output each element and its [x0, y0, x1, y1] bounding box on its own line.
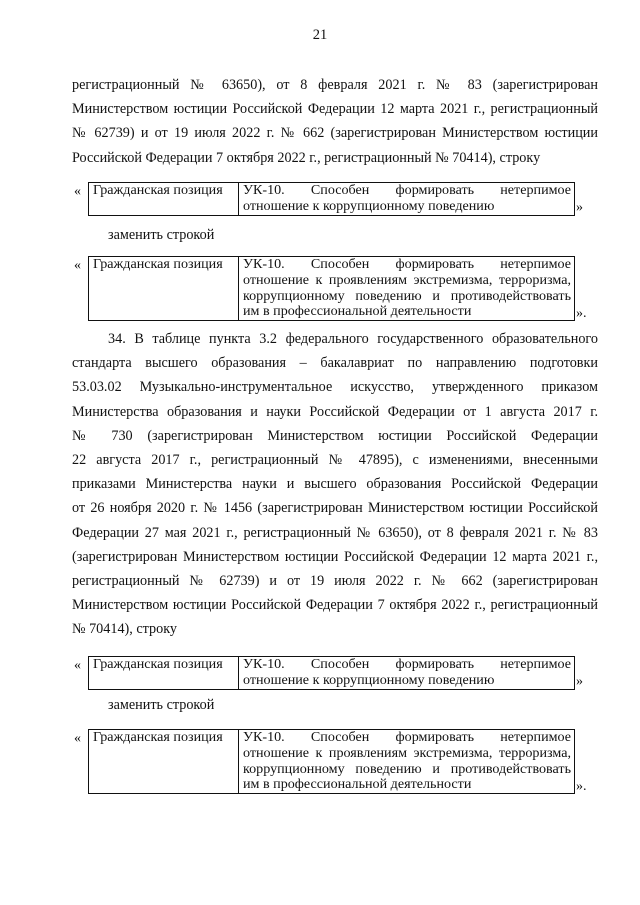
quote-close: » [576, 674, 583, 689]
cell-line: им в профессиональной деятельности [243, 303, 472, 320]
cell-line: УК-10. Способен формировать нетерпимое [243, 256, 571, 272]
text-line: регистрационный № 62739) и от 19 июля 2022 г. № 662 (зарегистрирован [72, 572, 598, 589]
cell-line: УК-10. Способен формировать нетерпимое [243, 656, 571, 672]
cell-line: отношение к коррупционному поведению [243, 197, 495, 214]
quote-open: « [74, 731, 81, 746]
paragraph-1 [72, 73, 598, 170]
table-cell-competency [239, 730, 575, 794]
quote-open: « [74, 258, 81, 273]
table-cell-category: Гражданская позиция [89, 183, 239, 216]
text-line: № 730 (зарегистрирован Министерством юстиции Российской Федерации [72, 427, 598, 444]
table-cell-competency [239, 657, 575, 690]
quote-open: « [74, 184, 81, 199]
table-row [89, 183, 575, 216]
table-cell-category: Гражданская позиция [89, 657, 239, 690]
table-cell-category: Гражданская позиция [89, 257, 239, 321]
cell-line: коррупционному поведению и противодействовать [243, 760, 571, 777]
competency-table [88, 182, 575, 216]
cell-line: отношение к коррупционному поведению [243, 671, 495, 688]
text-line: Министерством юстиции Российской Федерации 12 марта 2021 г., регистрационный [72, 101, 598, 118]
table-cell-competency [239, 257, 575, 321]
text-line: Российской Федерации 7 октября 2022 г., регистрационный № 70414), строку [72, 149, 541, 166]
table-row [89, 257, 575, 321]
page-number: 21 [312, 27, 328, 43]
competency-table [88, 729, 575, 794]
text-line: регистрационный № 63650), от 8 февраля 2021 г. № 83 (зарегистрирован [72, 77, 598, 93]
text-line: стандарта высшего образования – бакалавриат по направлению подготовки [72, 355, 598, 372]
table-old-row-1 [74, 182, 614, 218]
quote-open: « [74, 658, 81, 673]
replace-label: заменить строкой [108, 227, 215, 243]
replace-label: заменить строкой [108, 697, 215, 713]
text-line: от 26 ноября 2020 г. № 1456 (зарегистрирован Министерством юстиции Российской [72, 500, 598, 517]
competency-table [88, 656, 575, 690]
text-line: Министерства образования и науки Российской Федерации от 1 августа 2017 г. [72, 403, 598, 420]
table-new-row-1 [74, 256, 614, 324]
cell-line: УК-10. Способен формировать нетерпимое [243, 182, 571, 198]
text-line: 22 августа 2017 г., регистрационный № 47895), с изменениями, внесенными [72, 451, 598, 468]
cell-line: УК-10. Способен формировать нетерпимое [243, 729, 571, 745]
quote-close: » [576, 200, 583, 215]
cell-line: коррупционному поведению и противодействовать [243, 287, 571, 304]
cell-line: отношение к проявлениям экстремизма, терроризма, [243, 744, 571, 761]
text-line: приказами Министерства науки и высшего образования Российской Федерации [72, 476, 598, 493]
cell-line: отношение к проявлениям экстремизма, терроризма, [243, 271, 571, 288]
text-line: № 70414), строку [72, 621, 178, 638]
table-cell-category: Гражданская позиция [89, 730, 239, 794]
text-line: 34. В таблице пункта 3.2 федерального государственного образовательного [108, 331, 598, 347]
quote-close: ». [576, 779, 587, 794]
competency-table [88, 256, 575, 321]
text-line: № 62739) и от 19 июля 2022 г. № 662 (зарегистрирован Министерством юстиции [72, 125, 598, 142]
text-line: (зарегистрирован Министерством юстиции Российской Федерации 12 марта 2021 г., [72, 548, 598, 565]
table-old-row-2 [74, 656, 614, 692]
table-row [89, 657, 575, 690]
text-line: 53.03.02 Музыкально-инструментальное искусство, утвержденного приказом [72, 379, 598, 396]
paragraph-2 [72, 327, 598, 641]
table-row [89, 730, 575, 794]
text-line: Федерации 27 мая 2021 г., регистрационный № 63650), от 8 февраля 2021 г. № 83 [72, 524, 598, 541]
text-line: Министерством юстиции Российской Федерации 7 октября 2022 г., регистрационный [72, 597, 598, 614]
cell-line: им в профессиональной деятельности [243, 776, 472, 793]
table-cell-competency [239, 183, 575, 216]
table-new-row-2 [74, 729, 614, 797]
quote-close: ». [576, 306, 587, 321]
